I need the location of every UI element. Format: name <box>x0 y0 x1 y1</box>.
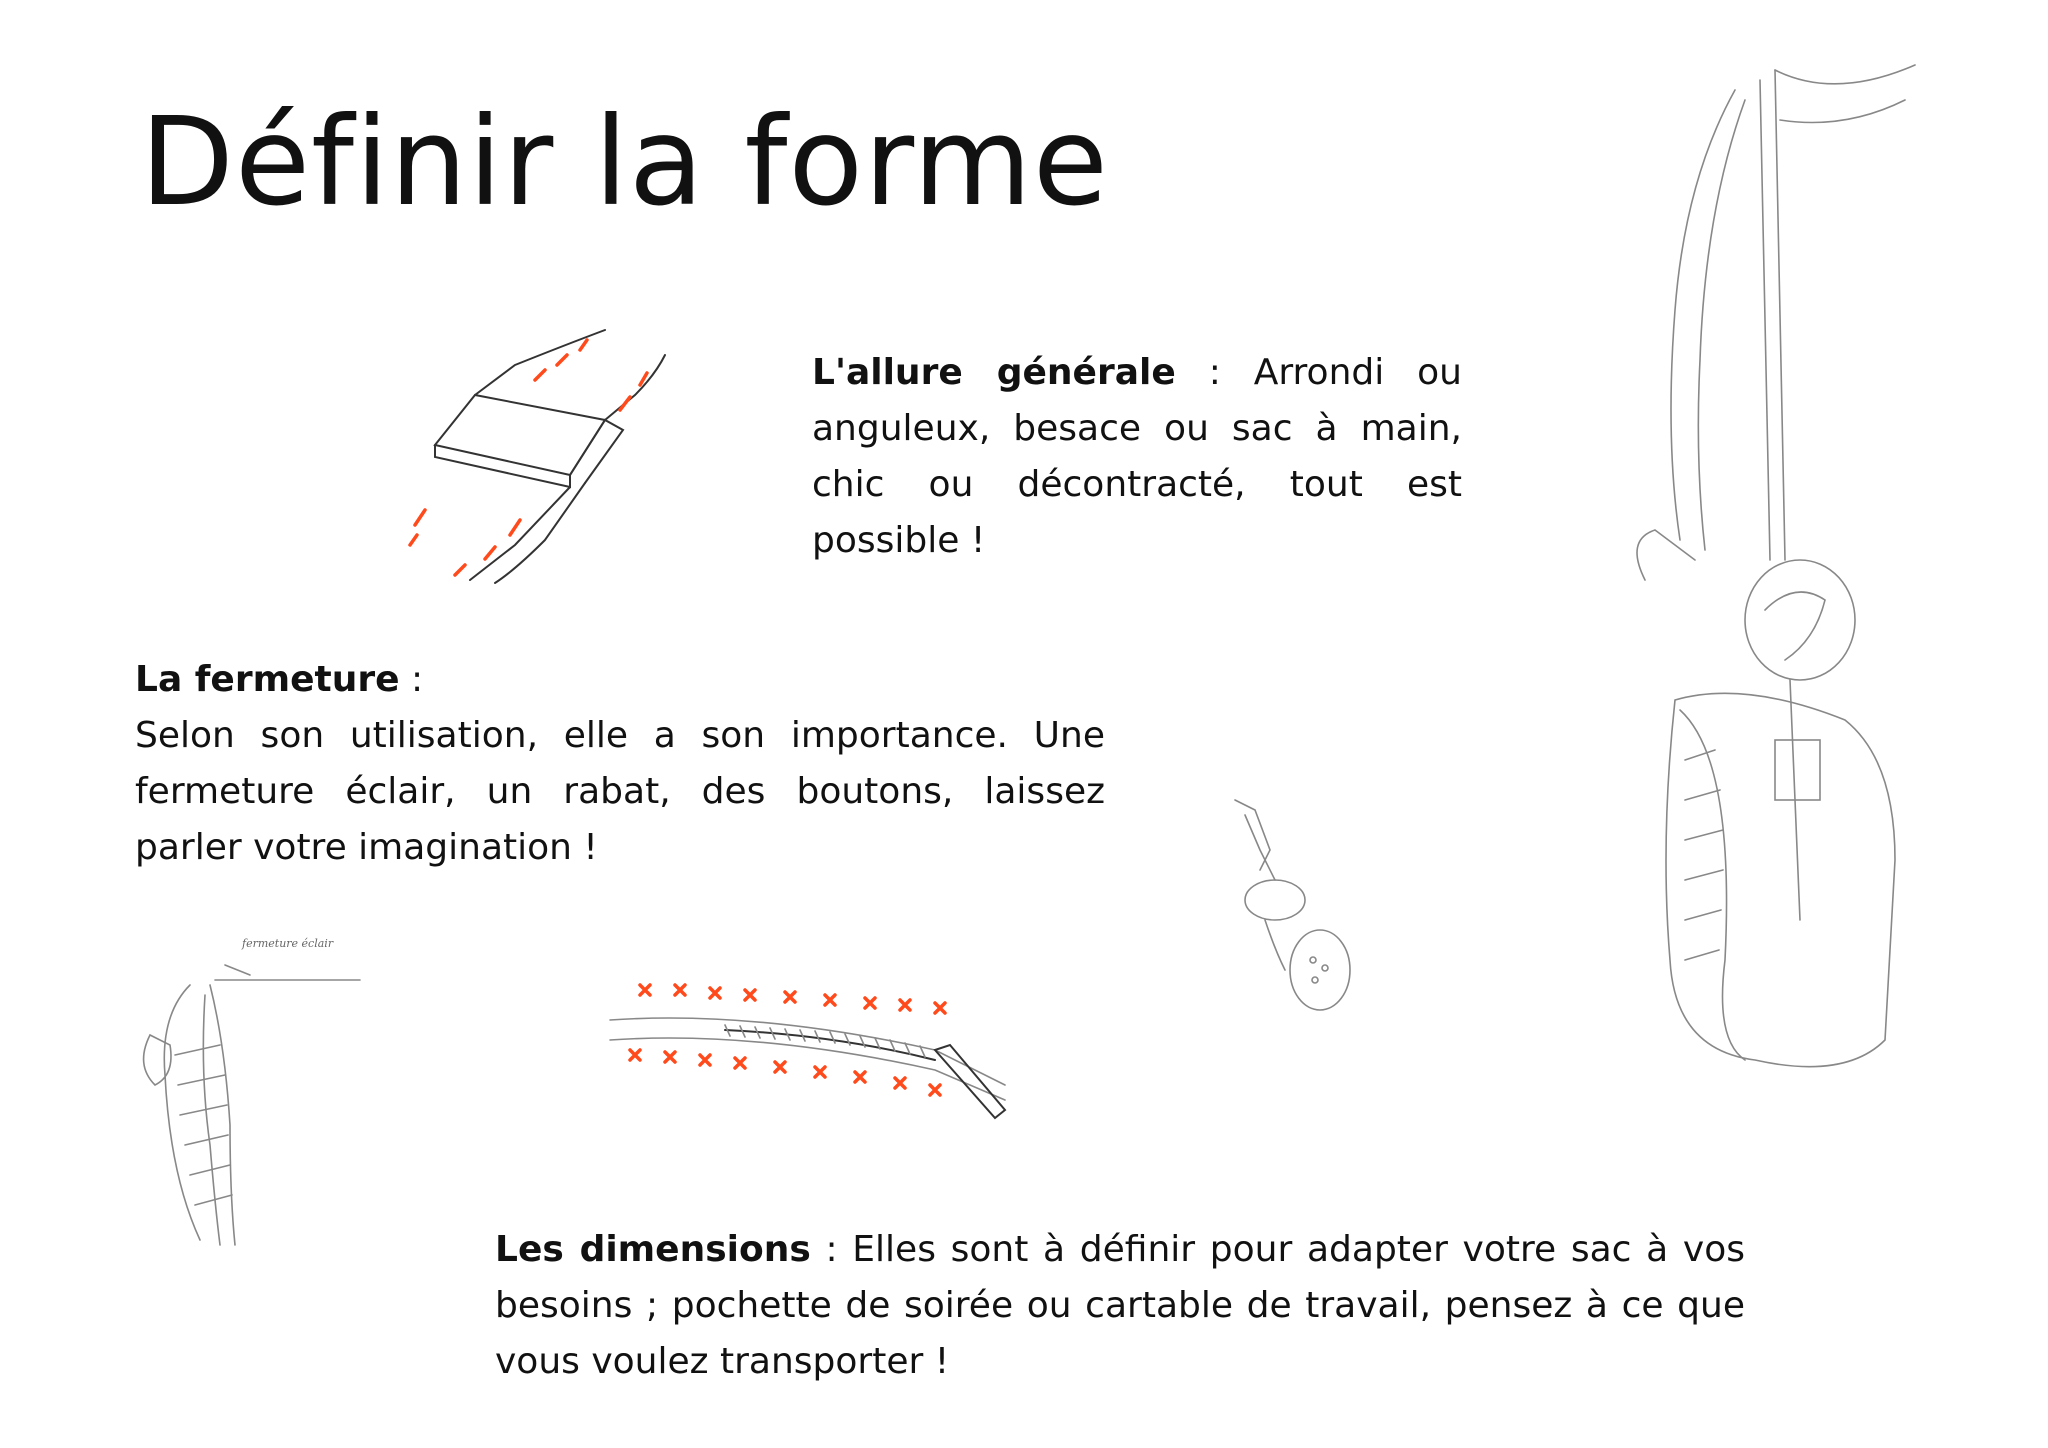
allure-paragraph <box>812 345 1462 569</box>
bag-sketch <box>1585 60 1935 1100</box>
allure-heading: L'allure générale <box>812 352 1176 393</box>
page-title: Définir la forme <box>140 91 1109 233</box>
flap-sketch <box>395 325 695 585</box>
dimensions-paragraph <box>495 1222 1745 1390</box>
zip-detail-sketch <box>130 925 370 1255</box>
allure-text: : Arrondi ou anguleux, besace ou sac à main, chic ou décontracté, tout est possible ! <box>812 352 1462 561</box>
fermeture-colon: : <box>399 659 424 700</box>
dimensions-text: : Elles sont à définir pour adapter votre sac à vos besoins ; pochette de soirée ou cartable de travail, pensez à ce que vous voulez transporter ! <box>495 1229 1745 1382</box>
button-sketch <box>1215 790 1375 1030</box>
fermeture-heading: La fermeture <box>135 659 400 700</box>
sketch-annotation: fermeture éclair <box>242 937 334 950</box>
fermeture-text: Selon son utilisation, elle a son importance. Une fermeture éclair, un rabat, des boutons, laissez parler votre imagination ! <box>135 715 1105 868</box>
zipper-sketch <box>605 970 1025 1140</box>
dimensions-heading: Les dimensions <box>495 1229 811 1270</box>
fermeture-paragraph <box>135 652 1105 876</box>
